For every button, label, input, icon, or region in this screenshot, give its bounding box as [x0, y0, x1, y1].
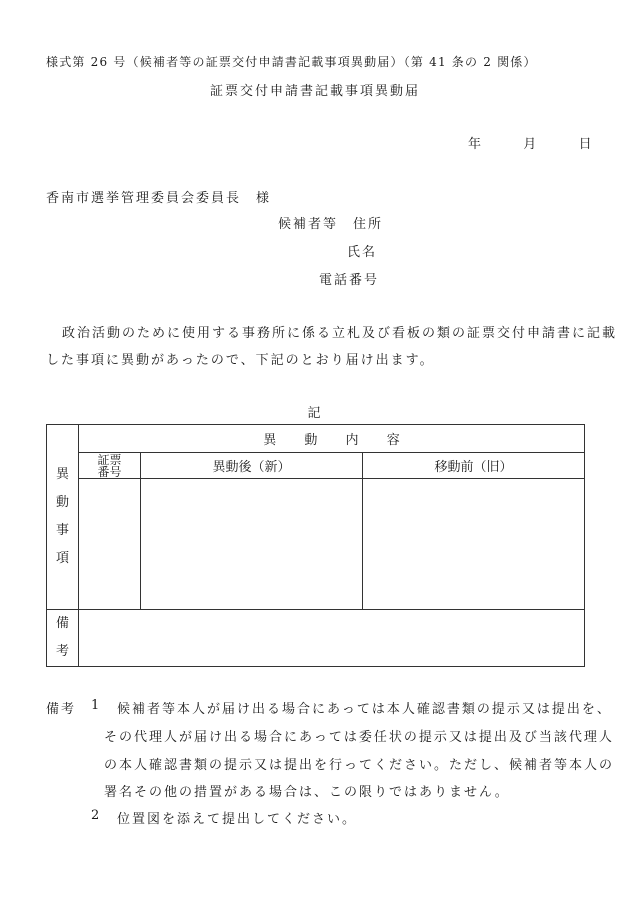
section-header-change-contents: 異 動 内 容	[79, 425, 585, 453]
cell-after-change[interactable]	[141, 479, 363, 610]
candidate-phone-label: 電話番号	[319, 273, 380, 288]
note-2-number: 2	[91, 808, 102, 823]
col-header-cert-number-line2: 番号	[97, 464, 122, 479]
note-1-line-4: 署名その他の措置がある場合は、この限りではありません。	[104, 785, 510, 800]
candidate-name-label: 氏名	[347, 245, 378, 260]
body-text-line-2: した事項に異動があったので、下記のとおり届け出ます。	[46, 353, 435, 368]
date-year: 年	[468, 137, 484, 152]
col-header-cert-number	[79, 453, 141, 479]
note-1-line-3: の本人確認書類の提示又は提出を行ってください。ただし、候補者等本人の	[104, 758, 615, 773]
date-month: 月	[523, 137, 539, 152]
note-1-number: 1	[91, 698, 102, 713]
date-line	[468, 133, 594, 152]
col-header-after-change: 異動後（新）	[141, 453, 363, 479]
candidate-address-label: 候補者等 住所	[278, 217, 384, 232]
vertical-char: 動	[55, 495, 69, 510]
cell-remarks[interactable]	[79, 610, 585, 667]
row-label-remarks	[47, 610, 79, 667]
ki-heading: 記	[307, 406, 323, 421]
col-header-before-change: 移動前（旧）	[363, 453, 585, 479]
date-day: 日	[578, 137, 594, 152]
vertical-char: 異	[55, 467, 69, 482]
change-details-table	[46, 424, 585, 667]
addressee: 香南市選挙管理委員会委員長 様	[46, 191, 272, 206]
vertical-char: 項	[55, 551, 69, 566]
note-1-line-2: その代理人が届け出る場合にあっては委任状の提示又は提出及び当該代理人	[104, 730, 614, 745]
form-number: 様式第 26 号（候補者等の証票交付申請書記載事項異動届）（第 41 条の 2 関係）	[46, 55, 537, 69]
document-title-text: 証票交付申請書記載事項異動届	[209, 84, 420, 99]
col-header-cert-number-line1: 証票	[97, 452, 122, 467]
notes-label: 備考	[46, 702, 77, 717]
body-text-line-1: 政治活動のために使用する事務所に係る立札及び看板の類の証票交付申請書に記載	[62, 326, 618, 341]
note-2-line-1: 位置図を添えて提出してください。	[117, 812, 358, 827]
vertical-char: 考	[55, 644, 69, 659]
vertical-char: 備	[55, 616, 69, 631]
cell-cert-number[interactable]	[79, 479, 141, 610]
cell-before-change[interactable]	[363, 479, 585, 610]
note-1-line-1: 候補者等本人が届け出る場合にあっては本人確認書類の提示又は提出を、	[117, 702, 612, 717]
document-title	[0, 80, 630, 99]
row-label-change-items	[47, 425, 79, 610]
vertical-char: 事	[55, 523, 69, 538]
